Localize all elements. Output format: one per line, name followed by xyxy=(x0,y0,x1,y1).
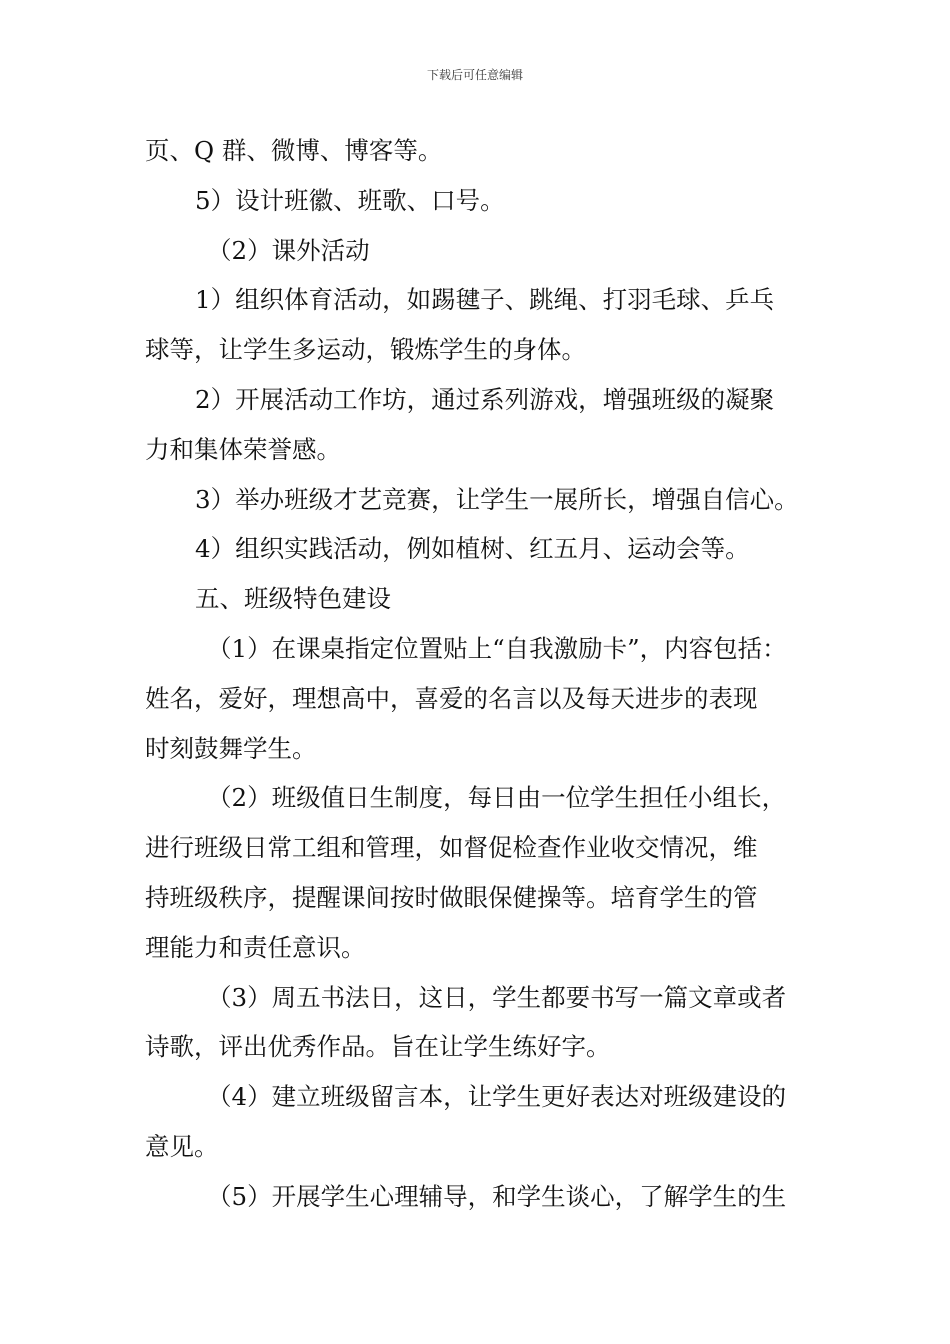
text-line: （2）班级值日生制度，每日由一位学生担任小组长， xyxy=(207,783,787,813)
text-line: （2）课外活动 xyxy=(207,235,370,265)
text-line: 5）设计班徽、班歌、口号。 xyxy=(195,185,505,215)
text-line: 持班级秩序，提醒课间按时做眼保健操等。培育学生的管 xyxy=(145,882,758,912)
text-line: 球等，让学生多运动，锻炼学生的身体。 xyxy=(145,335,586,365)
text-line: 姓名，爱好，理想高中，喜爱的名言以及每天进步的表现 xyxy=(145,683,758,713)
text-line: 理能力和责任意识。 xyxy=(145,932,366,962)
page-header: 下载后可任意编辑 xyxy=(426,68,523,82)
text-line: （4）建立班级留言本，让学生更好表达对班级建设的 xyxy=(207,1082,787,1112)
document-body xyxy=(145,126,825,1222)
text-line: （5）开展学生心理辅导，和学生谈心，了解学生的生 xyxy=(207,1181,787,1211)
text-line: 诗歌，评出优秀作品。旨在让学生练好字。 xyxy=(145,1032,611,1062)
text-line: （3）周五书法日，这日，学生都要书写一篇文章或者 xyxy=(207,982,787,1012)
text-line: 力和集体荣誉感。 xyxy=(145,434,341,464)
text-line: 2）开展活动工作坊，通过系列游戏，增强班级的凝聚 xyxy=(195,384,775,414)
text-line: 4）组织实践活动，例如植树、红五月、运动会等。 xyxy=(195,534,750,564)
text-line: 进行班级日常工组和管理，如督促检查作业收交情况，维 xyxy=(145,833,758,863)
text-line: 3）举办班级才艺竞赛，让学生一展所长，增强自信心。 xyxy=(195,484,799,514)
text-line: 1）组织体育活动，如踢毽子、跳绳、打羽毛球、乒乓 xyxy=(195,285,775,315)
text-line: 时刻鼓舞学生。 xyxy=(145,733,317,763)
text-line: 意见。 xyxy=(145,1131,219,1161)
text-line: （1）在课桌指定位置贴上“自我激励卡”，内容包括： xyxy=(207,633,787,663)
text-line: 页、Q 群、微博、博客等。 xyxy=(145,136,443,165)
text-line: 五、班级特色建设 xyxy=(195,584,391,614)
